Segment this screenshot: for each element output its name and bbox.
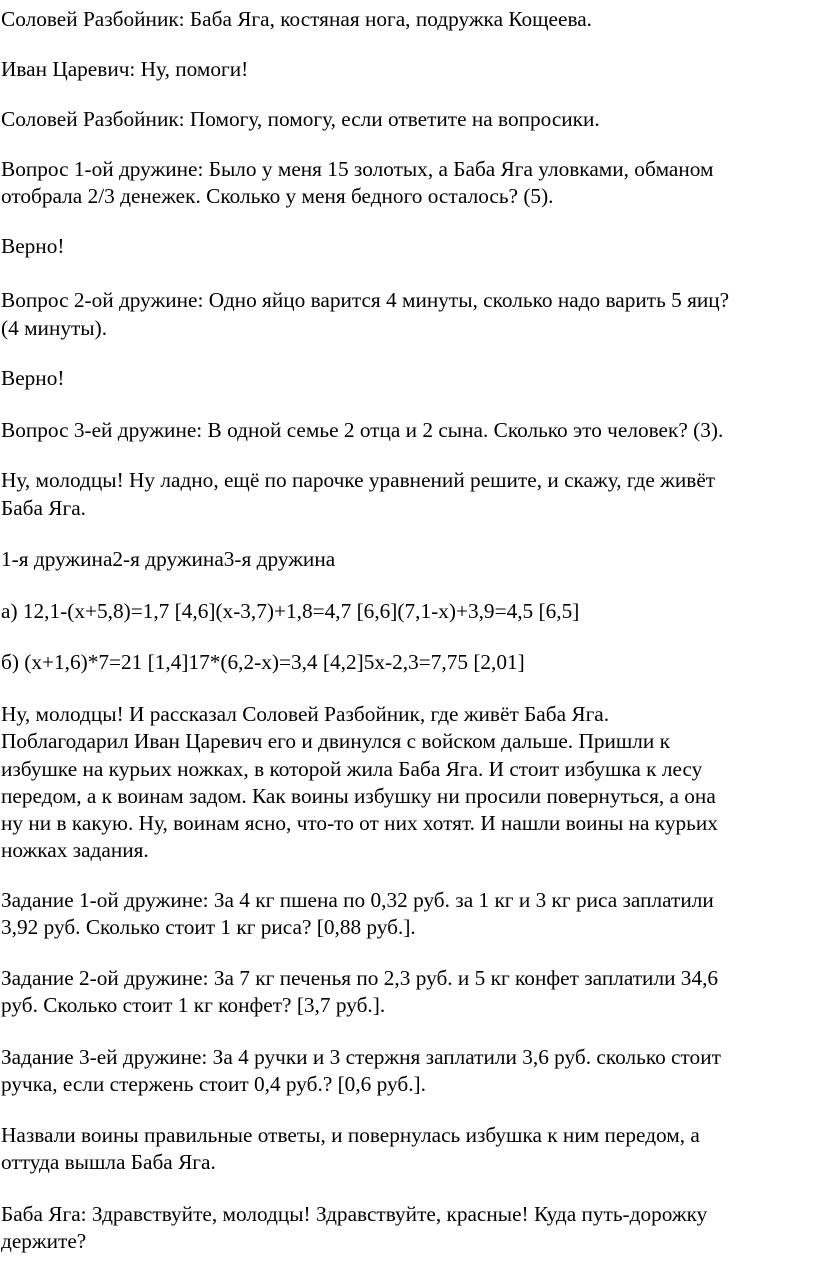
paragraph-18-line-1: Баба Яга: Здравствуйте, молодцы! Здравствуйте, красные! Куда путь-дорожку [1,1202,708,1226]
paragraph-13-line-4: передом, а к воинам задом. Как воины избушку ни просили повернуться, а она [1,784,716,808]
paragraph-3-line-1: Соловей Разбойник: Помогу, помогу, если ответите на вопросики. [1,107,600,131]
paragraph-16-line-2: ручка, если стержень стоит 0,4 руб.? [0,6 руб.]. [1,1072,426,1096]
paragraph-13-line-2: Поблагодарил Иван Царевич его и двинулся с войском дальше. Пришли к [1,729,670,753]
paragraph-13-line-1: Ну, молодцы! И рассказал Соловей Разбойник, где живёт Баба Яга. [1,702,610,726]
paragraph-15-line-2: руб. Сколько стоит 1 кг конфет? [3,7 руб.]. [1,993,386,1017]
paragraph-17-line-1: Назвали воины правильные ответы, и повернулась избушка к ним передом, а [1,1123,700,1147]
paragraph-4-line-1: Вопрос 1-ой дружине: Было у меня 15 золотых, а Баба Яга уловками, обманом [1,157,714,181]
paragraph-14-line-2: 3,92 руб. Сколько стоит 1 кг риса? [0,88 руб.]. [1,915,416,939]
paragraph-13-line-5: ну ни в какую. Ну, воинам ясно, что-то от них хотят. И нашли воины на курьих [1,811,718,835]
paragraph-7-line-1: Верно! [1,366,65,390]
paragraph-1-line-1: Соловей Разбойник: Баба Яга, костяная нога, подружка Кощеева. [1,7,592,31]
paragraph-8-line-1: Вопрос 3-ей дружине: В одной семье 2 отца и 2 сына. Сколько это человек? (3). [1,418,724,442]
paragraph-14-line-1: Задание 1-ой дружине: За 4 кг пшена по 0,32 руб. за 1 кг и 3 кг риса заплатили [1,888,714,912]
teams-header: 1-я дружина2-я дружина3-я дружина [1,547,336,571]
paragraph-16-line-1: Задание 3-ей дружине: За 4 ручки и 3 стержня заплатили 3,6 руб. сколько стоит [1,1045,721,1069]
paragraph-13-line-6: ножках задания. [1,838,149,862]
paragraph-9-line-2: Баба Яга. [1,496,87,520]
equations-row-b: б) (х+1,6)*7=21 [1,4]17*(6,2-х)=3,4 [4,2]5х-2,3=7,75 [2,01] [1,650,525,674]
paragraph-13-line-3: избушке на курьих ножках, в которой жила Баба Яга. И стоит избушка к лесу [1,757,703,781]
paragraph-17-line-2: оттуда вышла Баба Яга. [1,1150,216,1174]
paragraph-5-line-1: Верно! [1,234,65,258]
paragraph-6-line-2: (4 минуты). [1,316,108,340]
paragraph-9-line-1: Ну, молодцы! Ну ладно, ещё по парочке уравнений решите, и скажу, где живёт [1,468,716,492]
paragraph-6-line-1: Вопрос 2-ой дружине: Одно яйцо варится 4 минуты, сколько надо варить 5 яиц? [1,288,730,312]
equations-row-a: а) 12,1-(х+5,8)=1,7 [4,6](х-3,7)+1,8=4,7 [6,6](7,1-х)+3,9=4,5 [6,5] [1,599,580,623]
paragraph-18-line-2: держите? [1,1229,87,1253]
paragraph-15-line-1: Задание 2-ой дружине: За 7 кг печенья по 2,3 руб. и 5 кг конфет заплатили 34,6 [1,966,719,990]
paragraph-2-line-1: Иван Царевич: Ну, помоги! [1,57,249,81]
paragraph-4-line-2: отобрала 2/3 денежек. Сколько у меня бедного осталось? (5). [1,184,554,208]
